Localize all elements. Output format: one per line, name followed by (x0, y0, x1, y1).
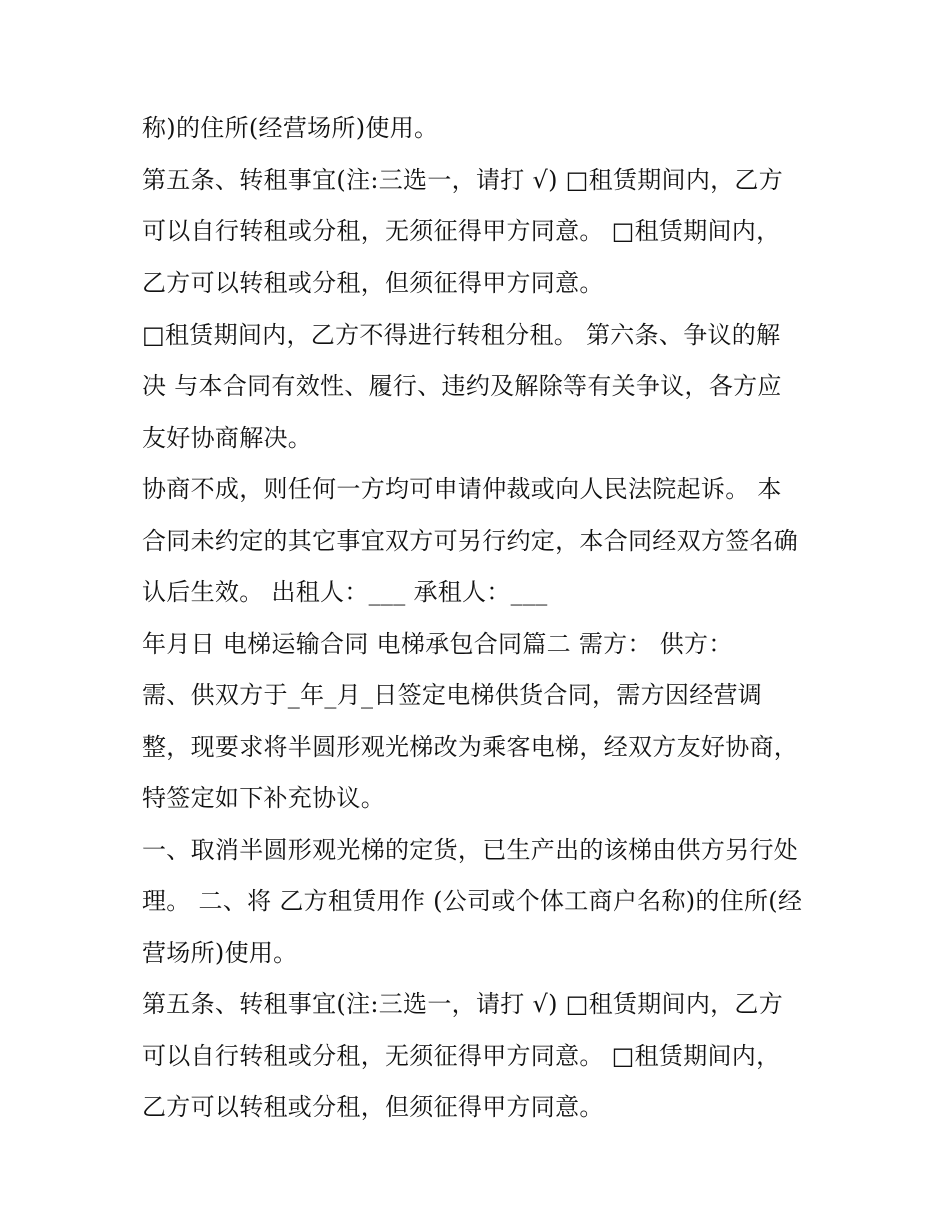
text-line: 第五条、转租事宜(注:三选一，请打 √) □租赁期间内，乙方 (142, 166, 784, 194)
text-line: 营场所)使用。 (142, 939, 298, 967)
text-line: 年月日 电梯运输合同 电梯承包合同篇二 需方： 供方： (142, 630, 733, 658)
text-line: □租赁期间内，乙方不得进行转租分租。 第六条、争议的解 (142, 321, 781, 349)
text-line: 一、取消半圆形观光梯的定货，已生产出的该梯由供方另行处 (142, 836, 799, 864)
text-line: 整，现要求将半圆形观光梯改为乘客电梯，经双方友好协商， (142, 733, 799, 761)
text-line: 合同未约定的其它事宜双方可另行约定，本合同经双方签名确 (142, 527, 799, 555)
text-line: 理。 二、将 乙方租赁用作 (公司或个体工商户名称)的住所(经 (142, 887, 803, 915)
text-line: 需、供双方于_年_月_日签定电梯供货合同，需方因经营调 (142, 681, 763, 709)
text-line: 称)的住所(经营场所)使用。 (142, 114, 439, 142)
text-line: 决 与本合同有效性、履行、违约及解除等有关争议，各方应 (142, 372, 782, 400)
text-line: 友好协商解决。 (142, 424, 313, 452)
text-line: 乙方可以转租或分租，但须征得甲方同意。 (142, 1093, 604, 1121)
text-line: 乙方可以转租或分租，但须征得甲方同意。 (142, 269, 604, 297)
text-line: 可以自行转租或分租，无须征得甲方同意。 □租赁期间内， (142, 1042, 781, 1070)
text-line: 可以自行转租或分租，无须征得甲方同意。 □租赁期间内， (142, 217, 781, 245)
text-line: 特签定如下补充协议。 (142, 784, 385, 812)
text-line: 协商不成，则任何一方均可申请仲裁或向人民法院起诉。 本 (142, 475, 782, 503)
text-line: 认后生效。 出租人：___ 承租人：___ (142, 578, 548, 606)
text-line: 第五条、转租事宜(注:三选一，请打 √) □租赁期间内，乙方 (142, 990, 784, 1018)
